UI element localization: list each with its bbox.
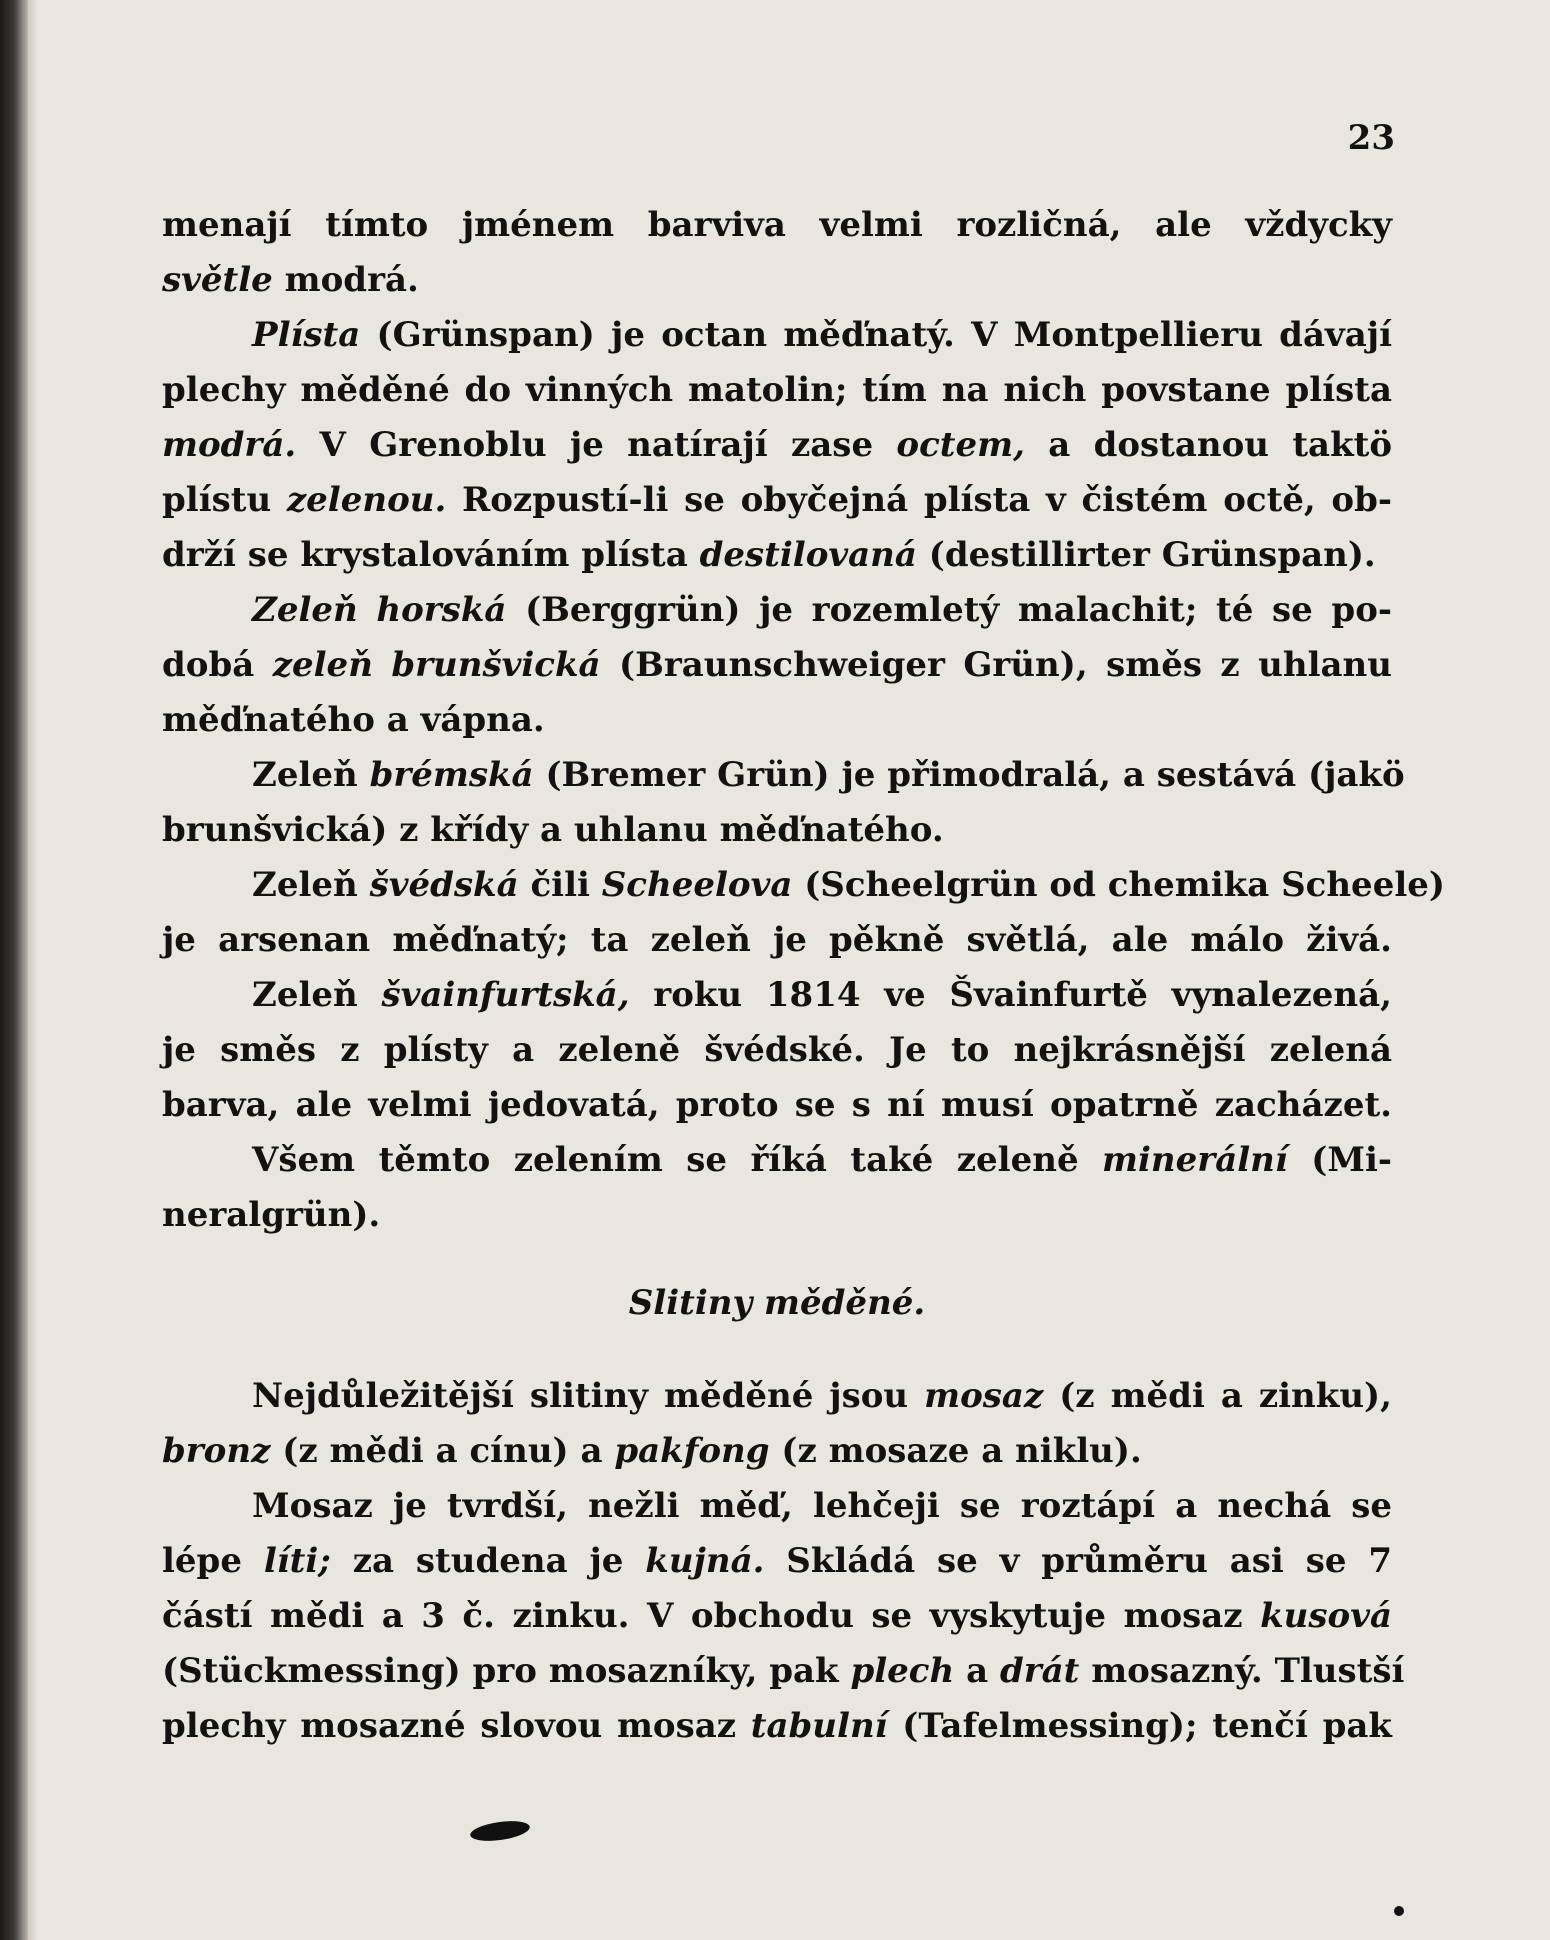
text-line: je směs z plísty a zeleně švédské. Je to nejkrásnější zelená (162, 1030, 1392, 1070)
text-line: světle modrá. (162, 260, 419, 300)
text-line: lépe líti; za studena je kujná. Skládá se v průměru asi se 7 (162, 1541, 1392, 1581)
text-line: Zeleň brémská (Bremer Grün) je přimodralá, a sestává (jakö (252, 755, 1405, 795)
text-line: Zeleň horská (Berggrün) je rozemletý malachit; té se po- (252, 590, 1392, 630)
text-line: Všem těmto zelením se říká také zeleně minerální (Mi- (252, 1140, 1392, 1180)
page-number: 23 (1347, 118, 1395, 158)
text-line: brunšvická) z křídy a uhlanu měďnatého. (162, 810, 944, 850)
text-line: modrá. V Grenoblu je natírají zase octem, a dostanou taktö (162, 425, 1393, 465)
text-line: Nejdůležitější slitiny měděné jsou mosaz (z mědi a zinku), (252, 1376, 1392, 1416)
text-line: je arsenan měďnatý; ta zeleň je pěkně světlá, ale málo živá. (162, 920, 1392, 960)
section-heading: Slitiny měděné. (628, 1283, 926, 1323)
text-line: menají tímto jménem barviva velmi rozličná, ale vždycky (162, 205, 1392, 245)
book-spine-shadow (0, 0, 28, 1940)
text-line: Zeleň švédská čili Scheelova (Scheelgrün od chemika Scheele) (252, 865, 1445, 905)
text-line: plechy měděné do vinných matolin; tím na nich povstane plísta (162, 370, 1392, 410)
text-line: Mosaz je tvrdší, nežli měď, lehčeji se roztápí a nechá se (252, 1486, 1392, 1526)
text-line: Zeleň švainfurtská, roku 1814 ve Švainfurtě vynalezená, (252, 975, 1392, 1015)
ink-speck (1394, 1906, 1404, 1916)
text-line: plístu zelenou. Rozpustí-li se obyčejná plísta v čistém octě, ob- (162, 480, 1392, 520)
page-body (162, 198, 1445, 1754)
text-line: plechy mosazné slovou mosaz tabulní (Tafelmessing); tenčí pak (162, 1706, 1392, 1746)
ink-smudge (469, 1818, 531, 1844)
text-line: neralgrün). (162, 1195, 381, 1235)
text-line: dobá zeleň brunšvická (Braunschweiger Grün), směs z uhlanu (162, 645, 1392, 685)
text-line: (Stückmessing) pro mosazníky, pak plech a drát mosazný. Tlustší (162, 1651, 1405, 1691)
page-edge (28, 0, 38, 1940)
text-line: barva, ale velmi jedovatá, proto se s ní musí opatrně zacházet. (162, 1085, 1392, 1125)
text-line: drží se krystalováním plísta destilovaná (destillirter Grünspan). (162, 535, 1376, 575)
text-line: Plísta (Grünspan) je octan měďnatý. V Montpellieru dávají (252, 315, 1392, 355)
text-line: částí mědi a 3 č. zinku. V obchodu se vyskytuje mosaz kusová (162, 1596, 1392, 1636)
text-line: měďnatého a vápna. (162, 700, 545, 740)
text-line: bronz (z mědi a cínu) a pakfong (z mosaze a niklu). (162, 1431, 1142, 1471)
